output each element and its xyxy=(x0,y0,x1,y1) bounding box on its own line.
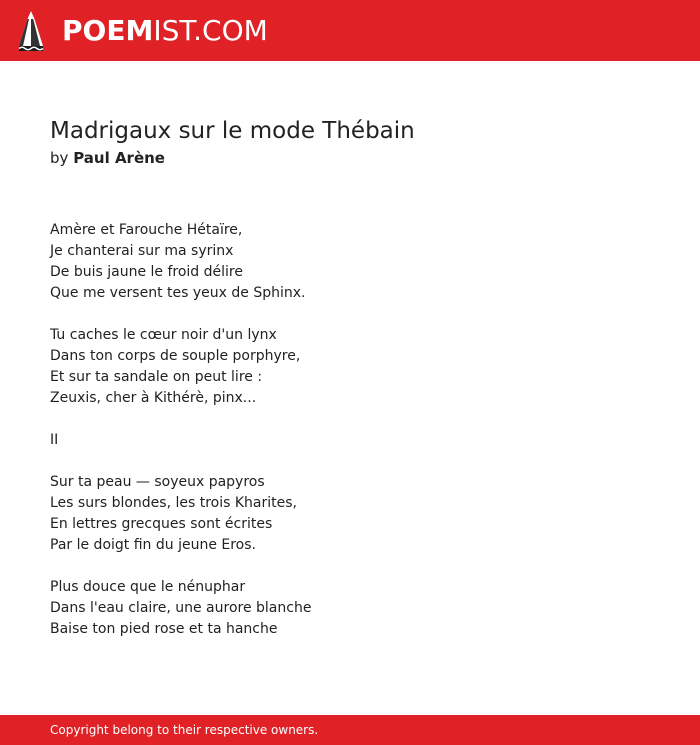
site-header xyxy=(0,0,700,61)
poem-stanza-break xyxy=(50,556,670,577)
poem-line: Dans ton corps de souple porphyre, xyxy=(50,348,301,364)
logo-light-text: IST.COM xyxy=(153,13,268,47)
site-footer xyxy=(0,715,700,745)
site-logo-link[interactable] xyxy=(18,10,268,52)
pencil-tip-icon xyxy=(18,10,44,52)
poem-line: Par le doigt fin du jeune Eros. xyxy=(50,537,256,553)
poem-line: En lettres grecques sont écrites xyxy=(50,516,273,532)
poem-stanza-break xyxy=(50,451,670,472)
poem-line: Que me versent tes yeux de Sphinx. xyxy=(50,285,306,301)
poem-body xyxy=(50,220,670,640)
byline-label: by xyxy=(50,149,69,167)
poem-stanza-break xyxy=(50,304,670,325)
author-name: Paul Arène xyxy=(73,149,165,167)
poem-line: Dans l'eau claire, une aurore blanche xyxy=(50,600,312,616)
byline xyxy=(50,148,670,169)
poem-line: Zeuxis, cher à Kithérè, pinx... xyxy=(50,390,257,406)
site-logo-text[interactable] xyxy=(62,13,268,47)
poem-line: Je chanterai sur ma syrinx xyxy=(50,243,234,259)
logo-strong-text: POEM xyxy=(62,13,154,47)
poem-line: De buis jaune le froid délire xyxy=(50,264,243,280)
poem-line: Plus douce que le nénuphar xyxy=(50,579,246,595)
poem-line: Sur ta peau — soyeux papyros xyxy=(50,474,265,490)
poem-title: Madrigaux sur le mode Thébain xyxy=(50,118,415,144)
poem-section-number: II xyxy=(50,432,59,448)
poem-line: Tu caches le cœur noir d'un lynx xyxy=(50,327,277,343)
poem-line: Et sur ta sandale on peut lire : xyxy=(50,369,263,385)
poem-line: Baise ton pied rose et ta hanche xyxy=(50,621,278,637)
poem-content xyxy=(50,116,670,640)
poem-line: Amère et Farouche Hétaïre, xyxy=(50,222,243,238)
poem-line: Les surs blondes, les trois Kharites, xyxy=(50,495,297,511)
poem-stanza-break xyxy=(50,409,670,430)
copyright-notice: Copyright belong to their respective owners. xyxy=(50,723,319,737)
